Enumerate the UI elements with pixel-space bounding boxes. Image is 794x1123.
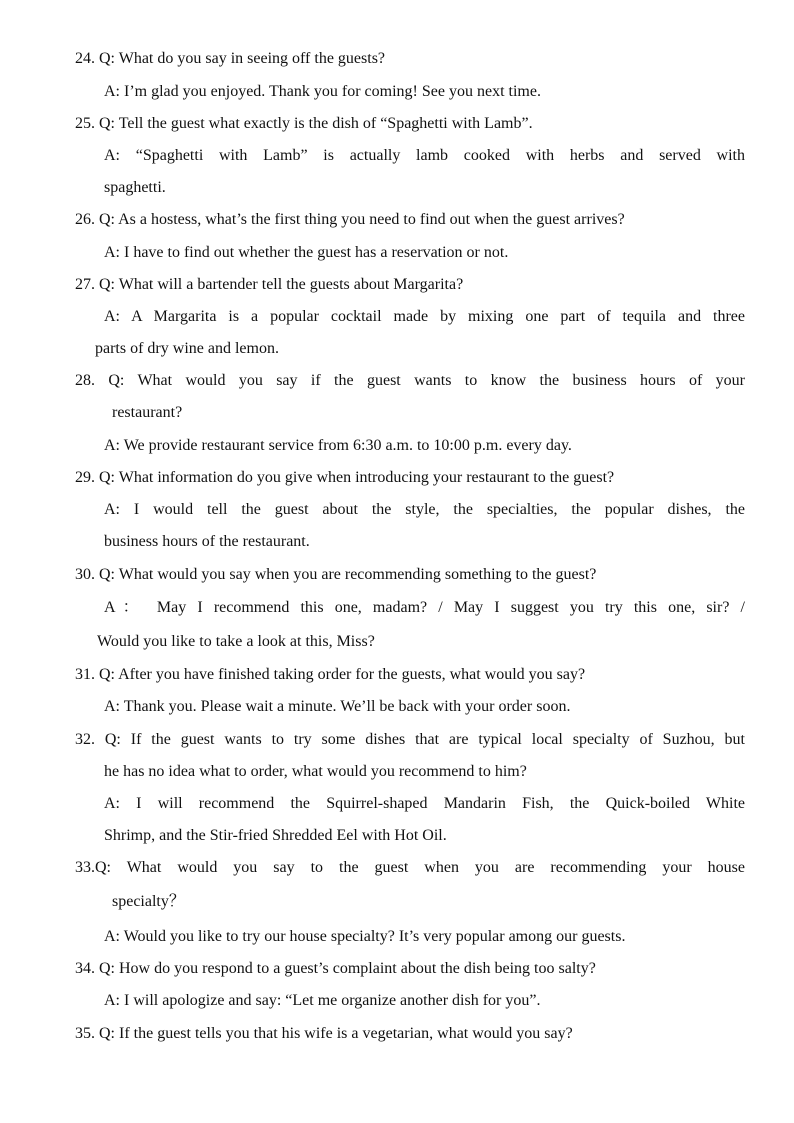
question-33-line-2: specialty？ xyxy=(112,893,185,910)
answer-30-line-1: A： May I recommend this one, madam? / May I suggest you try this one, sir? / xyxy=(104,599,745,616)
question-30: 30. Q: What would you say when you are recommending something to the guest? xyxy=(75,566,597,583)
answer-31: A: Thank you. Please wait a minute. We’ll be back with your order soon. xyxy=(104,698,571,715)
answer-32-line-1: A: I will recommend the Squirrel-shaped Mandarin Fish, the Quick-boiled White xyxy=(104,795,745,812)
question-31: 31. Q: After you have finished taking order for the guests, what would you say? xyxy=(75,666,586,683)
answer-33: A: Would you like to try our house specialty? It’s very popular among our guests. xyxy=(104,928,626,945)
answer-25-line-1: A: “Spaghetti with Lamb” is actually lamb cooked with herbs and served with xyxy=(104,147,745,164)
question-34: 34. Q: How do you respond to a guest’s complaint about the dish being too salty? xyxy=(75,960,596,977)
question-32-line-2: he has no idea what to order, what would you recommend to him? xyxy=(104,763,527,780)
answer-30-line-2: Would you like to take a look at this, Miss? xyxy=(97,633,375,650)
answer-27-line-1: A: A Margarita is a popular cocktail made by mixing one part of tequila and three xyxy=(104,308,745,325)
answer-32-line-2: Shrimp, and the Stir-fried Shredded Eel with Hot Oil. xyxy=(104,827,447,844)
answer-28: A: We provide restaurant service from 6:30 a.m. to 10:00 p.m. every day. xyxy=(104,437,572,454)
answer-27-line-2: parts of dry wine and lemon. xyxy=(95,340,279,357)
question-24: 24. Q: What do you say in seeing off the guests? xyxy=(75,50,386,67)
answer-34: A: I will apologize and say: “Let me organize another dish for you”. xyxy=(104,992,541,1009)
question-29: 29. Q: What information do you give when introducing your restaurant to the guest? xyxy=(75,469,615,486)
answer-24: A: I’m glad you enjoyed. Thank you for coming! See you next time. xyxy=(104,83,541,100)
question-28-line-2: restaurant? xyxy=(112,404,183,421)
question-28-line-1: 28. Q: What would you say if the guest wants to know the business hours of your xyxy=(75,372,745,389)
question-25: 25. Q: Tell the guest what exactly is the dish of “Spaghetti with Lamb”. xyxy=(75,115,533,132)
question-32-line-1: 32. Q: If the guest wants to try some dishes that are typical local specialty of Suzhou, but xyxy=(75,731,745,748)
question-27: 27. Q: What will a bartender tell the guests about Margarita? xyxy=(75,276,464,293)
question-26: 26. Q: As a hostess, what’s the first thing you need to find out when the guest arrives? xyxy=(75,211,625,228)
answer-25-line-2: spaghetti. xyxy=(104,179,166,196)
answer-26: A: I have to find out whether the guest has a reservation or not. xyxy=(104,244,509,261)
answer-29-line-1: A: I would tell the guest about the style, the specialties, the popular dishes, the xyxy=(104,501,745,518)
question-33-line-1: 33.Q: What would you say to the guest when you are recommending your house xyxy=(75,859,745,876)
answer-29-line-2: business hours of the restaurant. xyxy=(104,533,310,550)
question-35: 35. Q: If the guest tells you that his wife is a vegetarian, what would you say? xyxy=(75,1025,573,1042)
